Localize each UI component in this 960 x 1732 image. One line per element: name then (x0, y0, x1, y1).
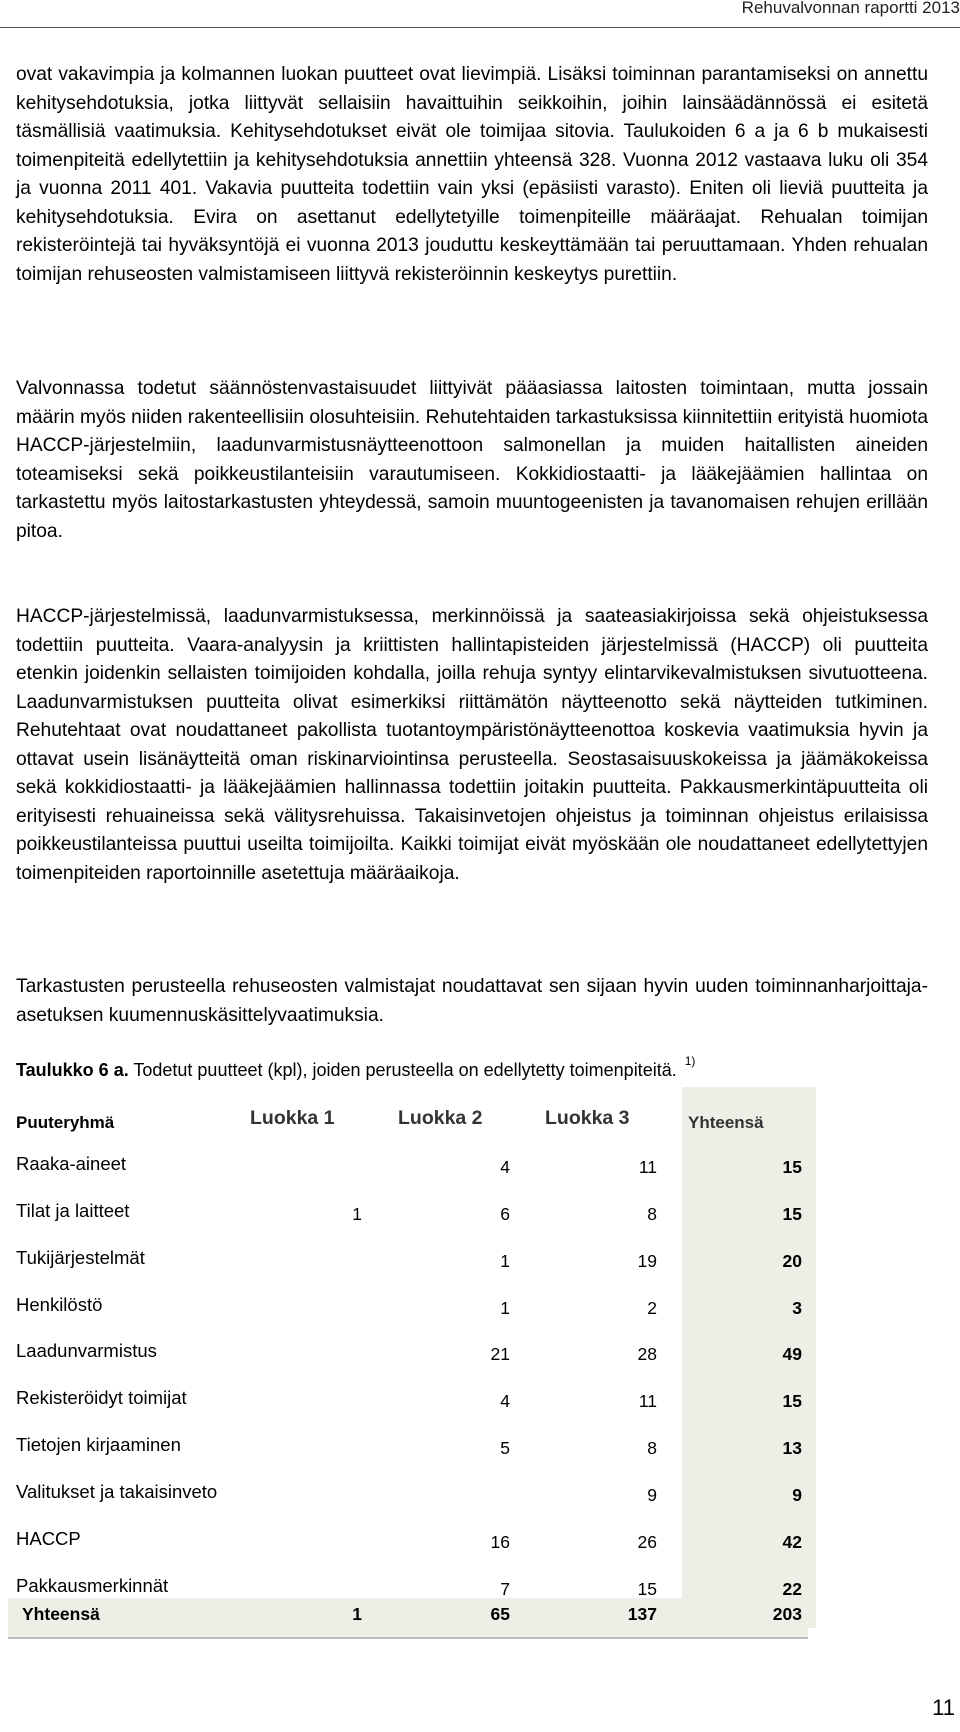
running-header: Rehuvalvonnan raportti 2013 (741, 0, 960, 17)
table-caption-label: Taulukko 6 a. (16, 1060, 129, 1080)
row-total: 9 (792, 1485, 802, 1505)
total-class-1: 1 (352, 1604, 362, 1624)
table-caption-text: Todetut puutteet (kpl), joiden perusteella on edellytetty toimenpiteitä. (128, 1060, 677, 1080)
row-total: 22 (782, 1579, 802, 1599)
header-divider (0, 27, 960, 28)
paragraph-4: Tarkastusten perusteella rehuseosten valmistajat noudattavat sen sijaan hyvin uuden toiminnanharjoittaja-asetuksen kuumennuskäsittelyvaatimuksia. (16, 976, 928, 1026)
row-class-2: 21 (490, 1344, 510, 1364)
row-group: Laadunvarmistus (16, 1340, 157, 1361)
row-class-3: 8 (647, 1204, 657, 1224)
row-class-3: 26 (637, 1532, 657, 1552)
row-group: Tukijärjestelmät (16, 1247, 145, 1268)
row-group: Henkilöstö (16, 1294, 103, 1315)
row-group: Valitukset ja takaisinveto (16, 1481, 218, 1502)
table-row (8, 1528, 808, 1568)
row-class-3: 19 (637, 1251, 657, 1271)
total-row-label: Yhteensä (22, 1604, 100, 1624)
row-total: 42 (782, 1532, 802, 1552)
row-total: 15 (782, 1391, 802, 1411)
row-total: 3 (792, 1298, 802, 1318)
row-class-3: 9 (647, 1485, 657, 1505)
row-class-2: 16 (490, 1532, 510, 1552)
row-class-3: 8 (647, 1438, 657, 1458)
row-group: Rekisteröidyt toimijat (16, 1387, 187, 1408)
table-row (8, 1340, 808, 1380)
row-class-2: 6 (500, 1204, 510, 1224)
row-class-3: 11 (638, 1391, 657, 1411)
header-class-1: Luokka 1 (250, 1107, 335, 1129)
table-row (8, 1294, 808, 1334)
header-group: Puuteryhmä (16, 1113, 115, 1132)
row-class-3: 11 (638, 1157, 657, 1177)
total-class-2: 65 (490, 1604, 510, 1624)
paragraph-2: Valvonnassa todetut säännöstenvastaisuudet liittyivät pääasiassa laitosten toimintaan, mutta jossain määrin myös niiden rakenteellisiin olosuhteisiin. Rehutehtaiden tarkastuksissa kiinnitettiin erityistä huomiota HACCP-järjestelmiin, laadunvarmistusnäytteenottoon salmonellan ja muiden haitallisten aineiden toteamiseksi sekä poikkeustilanteisiin varautumiseen. Kokkidiostaatti- ja lääkejäämien hallintaa on tarkastettu myös laitostarkastusten yhteydessä, samoin muuntogeenisten ja tavanomaisen rehujen erillään pitoa. (16, 378, 928, 542)
table-row (8, 1434, 808, 1474)
table-row (8, 1153, 808, 1193)
table-row (8, 1200, 808, 1240)
row-group: Raaka-aineet (16, 1153, 127, 1174)
row-class-2: 4 (500, 1391, 510, 1411)
paragraph-3: HACCP-järjestelmissä, laadunvarmistuksessa, merkinnöissä ja saateasiakirjoissa sekä ohjeistuksessa todettiin puutteita. Vaara-analyysin ja kriittisten hallintapisteiden järjestelmissä (HACCP) oli puutteita etenkin joidenkin sellaisten toimijoiden kohdalla, joilla rehuja syntyy elintarvikevalmistuksen sivutuotteena. Laadunvarmistuksen puutteita olivat esimerkiksi riittämätön näytteenotto sekä näytteiden tutkiminen. Rehutehtaat ovat noudattaneet pakollista tuotantoympäristönäytteenottoa koskevia vaatimuksia hyvin ja ottavat usein lisänäytteitä oman riskinarviointinsa perusteella. Seostasaisuuskokeissa ja jäämäkokeissa sekä kokkidiostaatti- ja lääkejäämien hallinnassa todettiin joitakin puutteita. Pakkausmerkintäpuutteita oli erityisesti rehuaineissa sekä välitysrehuissa. Takaisinvetojen ohjeistus ja toiminnan ohjeistus erilaisissa poikkeustilanteissa puuttui useilta toimijoilta. Kaikki toimijat eivät myöskään ole noudattaneet edellytettyjen toimenpiteiden raportoinnille asetettuja määräaikoja. (16, 606, 928, 884)
table-row (8, 1247, 808, 1287)
table-total-row (8, 1598, 808, 1638)
row-class-3: 28 (637, 1344, 657, 1364)
page-number: 11 (932, 1695, 955, 1720)
row-group: Pakkausmerkinnät (16, 1575, 169, 1596)
row-class-3: 15 (637, 1579, 657, 1599)
table-row (8, 1481, 808, 1521)
row-group: Tilat ja laitteet (16, 1200, 130, 1221)
total-class-3: 137 (627, 1604, 657, 1624)
row-class-3: 2 (647, 1298, 657, 1318)
row-class-2: 1 (500, 1298, 510, 1318)
row-class-2: 1 (500, 1251, 510, 1271)
row-class-1: 1 (352, 1204, 362, 1224)
row-class-2: 4 (500, 1157, 510, 1177)
row-group: HACCP (16, 1528, 81, 1549)
table-row (8, 1387, 808, 1427)
paragraph-1: ovat vakavimpia ja kolmannen luokan puutteet ovat lievimpiä. Lisäksi toiminnan parantamiseksi on annettu kehitysehdotuksia, jotka liittyvät sellaisiin havaittuihin seikkoihin, joihin lainsäädännössä ei esitetä täsmällisiä vaatimuksia. Kehitysehdotukset eivät ole toimijaa sitovia. Taulukoiden 6 a ja 6 b mukaisesti toimenpiteitä edellytettiin ja kehitysehdotuksia annettiin yhteensä 328. Vuonna 2012 vastaava luku oli 354 ja vuonna 2011 401. Vakavia puutteita todettiin vain yksi (epäsiisti varasto). Eniten oli lieviä puutteita ja kehitysehdotuksia. Evira on asettanut edellytetyille toimenpiteille määräajat. Rehualan toimijan rekisteröintejä tai hyväksyntöjä ei vuonna 2013 jouduttu keskeyttämään tai peruuttamaan. Yhden rehualan toimijan rehuseosten valmistamiseen liittyvä rekisteröinnin keskeytys purettiin. (16, 64, 928, 285)
row-total: 13 (782, 1438, 802, 1458)
row-total: 49 (782, 1344, 802, 1364)
row-total: 15 (782, 1204, 802, 1224)
header-total: Yhteensä (688, 1113, 764, 1132)
row-total: 20 (782, 1251, 802, 1271)
row-class-2: 7 (500, 1579, 510, 1599)
header-class-3: Luokka 3 (545, 1107, 630, 1129)
table-caption-footnote: 1) (684, 1054, 696, 1068)
table-caption (16, 1054, 696, 1081)
total-grand: 203 (772, 1604, 802, 1624)
table-header-row (8, 1087, 808, 1132)
row-group: Tietojen kirjaaminen (16, 1434, 181, 1455)
row-total: 15 (782, 1157, 802, 1177)
row-class-2: 5 (500, 1438, 510, 1458)
header-class-2: Luokka 2 (398, 1107, 483, 1129)
